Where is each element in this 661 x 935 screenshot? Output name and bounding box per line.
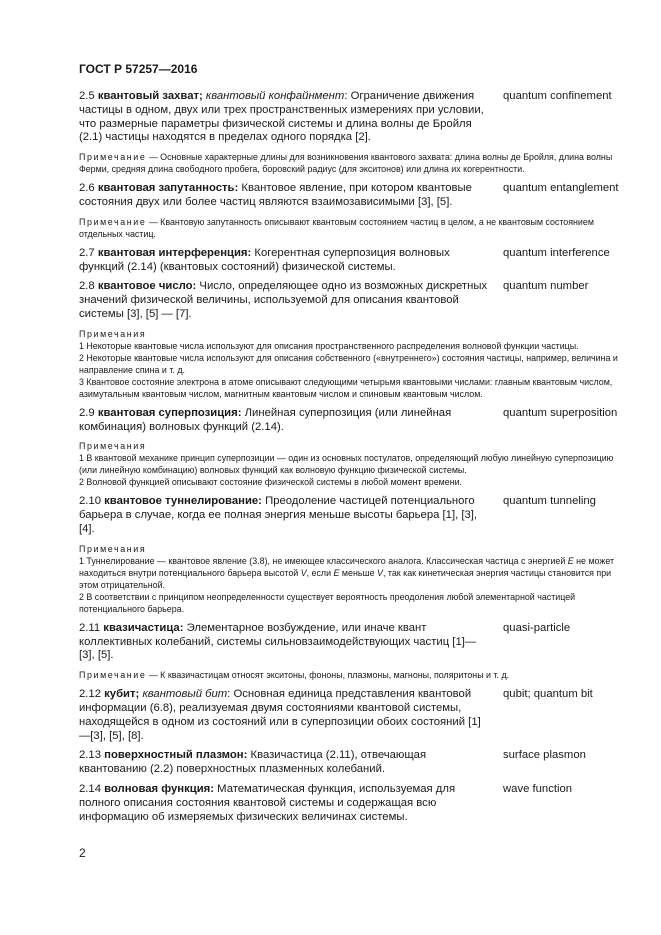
term-name: квантовое число: [97, 280, 197, 293]
term-text: Математическая функция, используемая для полного описания состояния квантовой системы и содержащая всю информацию об измеряемых физических величинах системы. [79, 782, 456, 823]
term-number: 2.12 [79, 688, 101, 701]
term-number: 2.14 [79, 782, 101, 795]
term-english: quantum confinement [503, 90, 612, 102]
term-entry [79, 783, 621, 824]
variable-v: V [300, 567, 307, 578]
variable-v: V [377, 567, 383, 578]
term-entry [79, 182, 621, 210]
term-number: 2.10 [79, 495, 101, 508]
term-name: квантовая интерференция: [97, 246, 252, 259]
term-english: quasi-particle [503, 621, 571, 634]
term-synonym: квантовый конфайнмент [205, 90, 345, 102]
term-definition [79, 407, 491, 435]
term-definition [79, 622, 491, 663]
term-text: Число, определяющее одно из возможных дискретных значений физической величины, используемой для описания квантовой системы [3], [5] — [7]. [79, 280, 488, 320]
term-entry [79, 407, 621, 435]
note-text: меньше [339, 567, 378, 578]
term-english: quantum tunneling [503, 495, 596, 508]
note [79, 543, 621, 615]
term-number: 2.7 [79, 246, 95, 259]
term-number: 2.9 [79, 406, 95, 419]
document-header: ГОСТ Р 57257—2016 [79, 62, 198, 76]
term-name: квантовая запутанность: [97, 182, 239, 195]
term-name: квантовое туннелирование: [104, 495, 262, 508]
note-text: — Основные характерные длины для возникновения квантового захвата: длина волны де Бройля, длина волны Ферми, средняя длина свободного пробега, боровский радиус (для экситонов) или длина их когерентности. [79, 152, 613, 175]
term-name: поверхностный плазмон: [104, 749, 248, 762]
note-label: Примечания [79, 543, 147, 554]
note-text: , если [306, 567, 334, 578]
note-text: не может находиться внутри потенциального барьера высотой [79, 555, 615, 578]
page-content [79, 90, 621, 830]
term-synonym: квантовый бит [142, 688, 228, 701]
term-text: : Ограничение движения частицы в одном, двух или трех пространственных измерениях при условии, что размерные параметры физической системы и длина волны де Бройля (2.1) частицы находятся в пределах одного порядка [2]. [79, 90, 484, 144]
note [79, 669, 621, 681]
term-entry [79, 622, 621, 663]
term-english: qubit; quantum bit [503, 688, 593, 701]
term-entry [79, 495, 621, 536]
variable-e: E [333, 567, 340, 578]
term-text: : Основная единица представления квантовой информации (6.8), реализуемая двумя состояниями квантовой системы, находящейся в одном из состояний или в суперпозиции обоих состояний [1]—[3], [5], [8]. [79, 688, 481, 742]
term-entry [79, 688, 621, 743]
term-english: wave function [503, 782, 573, 795]
note-item: 2 В соответствии с принципом неопределенности существует вероятность преодоления любой элементарной частицей потенциального барьера. [79, 591, 576, 614]
term-entry [79, 247, 621, 275]
term-name: кубит; [104, 688, 140, 701]
note-text: , так как кинетическая энергия частицы становится при этом отрицательной. [79, 567, 612, 590]
term-english: quantum superposition [503, 406, 618, 419]
term-number: 2.5 [79, 90, 95, 102]
term-english: quantum interference [503, 246, 610, 259]
note-label: Примечания [79, 441, 147, 452]
term-definition [79, 783, 491, 824]
term-number: 2.6 [79, 182, 95, 195]
term-text: Элементарное возбуждение, или иначе квант коллективных колебаний, системы сильновзаимодействующих частиц [1]—[3], [5]. [79, 621, 477, 662]
note-label: Примечание [79, 152, 147, 163]
note-text: — К квазичастицам относят экситоны, фононы, плазмоны, магноны, поляритоны и т. д. [146, 670, 510, 681]
term-definition [79, 182, 491, 210]
note [79, 216, 621, 240]
term-number: 2.8 [79, 280, 95, 293]
term-entry [79, 280, 621, 321]
note-item: 2 Некоторые квантовые числа используют для описания собственного («внутреннего») состояния частицы, например, величина и направление спина и т. д. [79, 352, 618, 375]
note-label: Примечание [79, 670, 147, 681]
note-item: 1 Некоторые квантовые числа используют для описания пространственного распределения волновой функции частицы. [79, 340, 579, 351]
note-item: 3 Квантовое состояние электрона в атоме описывают следующими четырьмя квантовыми числами: главным квантовым числом, азимутальным квантовым числом, магнитным квантовым числом и спиновым квантовым числом. [79, 376, 613, 399]
note-label: Примечание [79, 216, 147, 227]
term-definition [79, 247, 491, 275]
term-name: волновая функция: [104, 782, 215, 795]
term-entry [79, 90, 621, 145]
term-text: Квазичастица (2.11), отвечающая квантованию (2.2) поверхностных плазменных колебаний. [79, 749, 427, 776]
note-text: — Квантовую запутанность описывают квантовым состоянием частиц в целом, а не квантовым состоянием отдельных частиц. [79, 216, 594, 239]
note [79, 328, 621, 400]
term-text: Линейная суперпозиция (или линейная комбинация) волновых функций (2.14). [79, 406, 452, 433]
term-definition [79, 280, 491, 321]
term-text: Когерентная суперпозиция волновых функций (2.14) (квантовых состояний) физической системы. [79, 246, 450, 273]
term-text: Преодоление частицей потенциального барьера в случае, когда ее полная энергия меньше высоты барьера [1], [3], [4]. [79, 495, 478, 535]
term-english: quantum number [503, 280, 589, 293]
term-definition [79, 495, 491, 536]
note [79, 151, 621, 175]
term-name: квантовый захват; [97, 90, 203, 102]
note [79, 440, 621, 488]
variable-e: E [567, 555, 574, 566]
note-text: 1 Туннелирование — квантовое явление (3.8), не имеющее классического аналога. Классическая частица с энергией [79, 555, 568, 566]
term-definition [79, 749, 491, 777]
page-number: 2 [79, 846, 86, 860]
term-definition [79, 90, 491, 145]
note-item: 2 Волновой функцией описывают состояние физической системы в любой момент времени. [79, 477, 463, 488]
term-entry [79, 749, 621, 777]
term-name: квантовая суперпозиция: [97, 406, 242, 419]
term-english: surface plasmon [503, 749, 586, 762]
term-number: 2.13 [79, 749, 101, 762]
term-definition [79, 688, 491, 743]
term-name: квазичастица: [103, 621, 184, 634]
note-item: 1 В квантовой механике принцип суперпозиции — один из основных постулатов, определяющий любую линейную суперпозицию (или линейную комбинацию) волновых функций как волновую функцию физической системы. [79, 453, 614, 476]
term-text: Квантовое явление, при котором квантовые состояния двух или более частиц являются взаимозависимыми [3], [5]. [79, 182, 472, 208]
term-english: quantum entanglement [503, 182, 619, 195]
term-number: 2.11 [79, 621, 101, 634]
note-label: Примечания [79, 328, 147, 339]
note-item [79, 555, 621, 591]
